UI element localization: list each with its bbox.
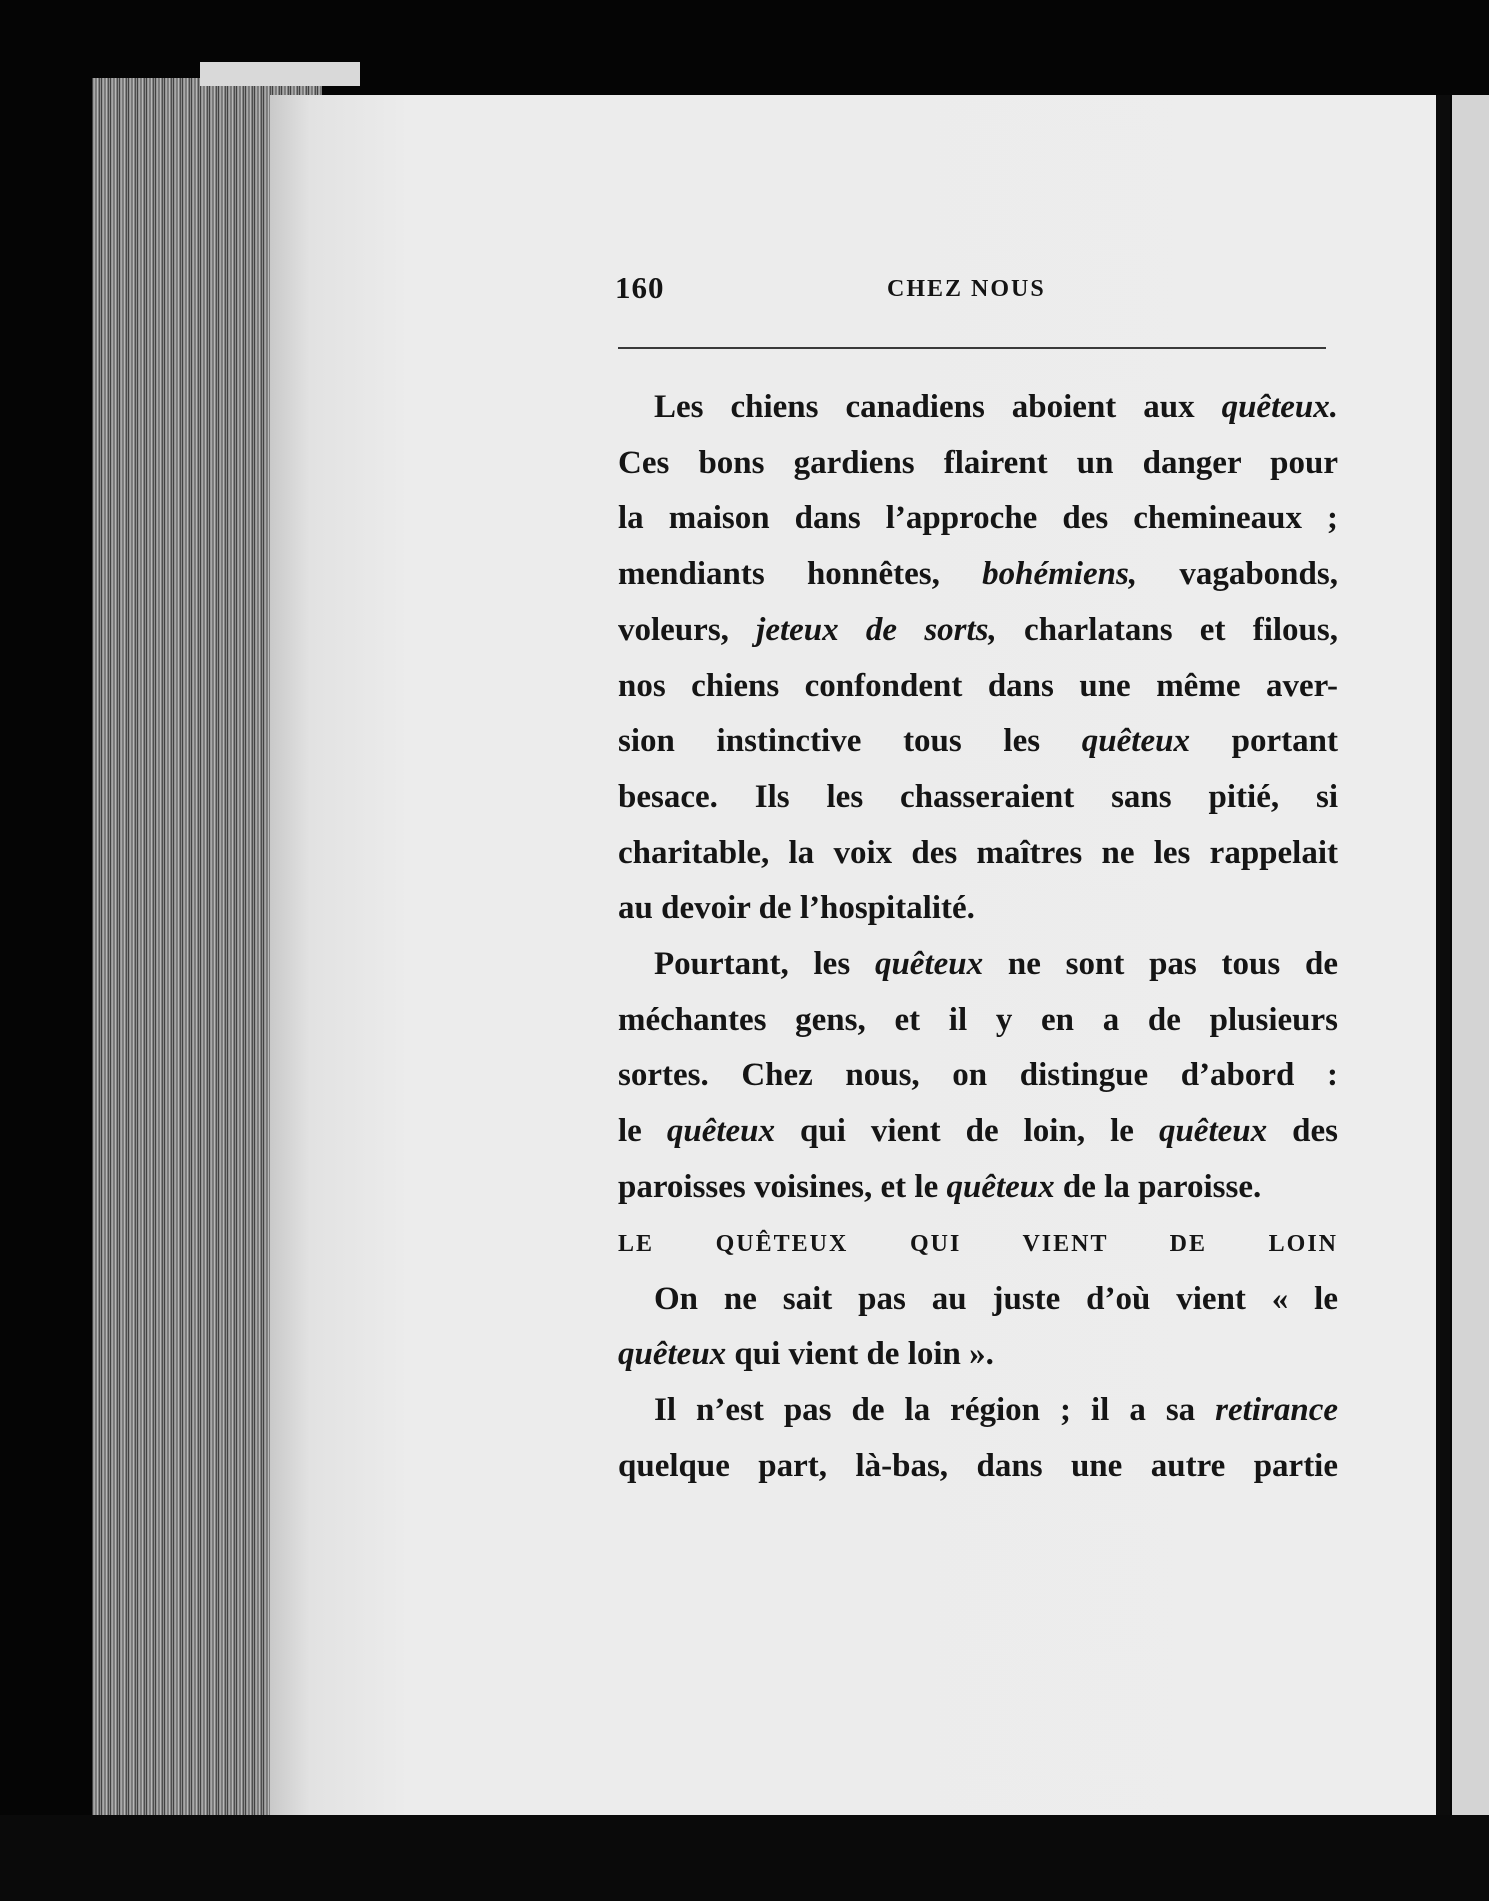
page-number: 160 <box>615 270 665 305</box>
text-run: qui vient de loin, le <box>775 1113 1159 1150</box>
italic-term: jeteux de sorts, <box>756 611 997 648</box>
text-run: charlatans et filous, <box>996 611 1338 648</box>
italic-term: retirance <box>1215 1391 1338 1428</box>
page-edge-tab <box>200 62 360 86</box>
text-run: ne sont pas tous de <box>983 946 1338 983</box>
text-line: On ne sait pas au juste d’où vient « le <box>654 1280 1338 1317</box>
text-run: le <box>618 1113 667 1150</box>
italic-term: quêteux <box>618 1336 727 1373</box>
running-title: CHEZ NOUS <box>887 276 1046 302</box>
italic-term: quêteux <box>946 1168 1055 1205</box>
text-run: des <box>1267 1113 1338 1150</box>
paragraph-2 <box>618 937 1338 1216</box>
italic-term: bohémiens, <box>982 556 1138 593</box>
text-line: la maison dans l’approche des chemineaux ; <box>618 500 1338 537</box>
text-run: Les chiens canadiens aboient aux <box>654 389 1222 425</box>
italic-term: quêteux <box>666 1113 776 1150</box>
scan-bottom-border <box>0 1815 1489 1901</box>
page-body-text <box>618 380 1338 1494</box>
text-run: Il n’est pas de la région ; il a sa <box>654 1391 1216 1428</box>
italic-term: quêteux. <box>1221 389 1338 425</box>
text-line: quelque part, là-bas, dans une autre partie <box>618 1447 1338 1484</box>
text-run: vagabonds, <box>1137 556 1338 593</box>
text-line <box>618 603 1338 659</box>
header-rule <box>618 347 1326 349</box>
text-run: qui vient de loin ». <box>726 1336 994 1373</box>
text-line: Ces bons gardiens flairent un danger pour <box>618 444 1338 481</box>
text-line: au devoir de l’hospitalité. <box>618 890 975 927</box>
text-run: portant <box>1189 723 1338 760</box>
italic-term: quêteux <box>1158 1113 1268 1150</box>
text-run: paroisses voisines, et le <box>618 1168 947 1205</box>
text-line <box>618 380 1338 436</box>
text-run: voleurs, <box>618 611 757 648</box>
text-line <box>618 1327 1338 1383</box>
text-line <box>618 1383 1338 1439</box>
text-run: sion instinctive tous les <box>618 723 1082 760</box>
paragraph-3 <box>618 1272 1338 1383</box>
text-line: nos chiens confondent dans une même aver- <box>618 667 1338 704</box>
text-run: Pourtant, les <box>654 946 875 983</box>
text-line <box>618 714 1338 770</box>
paragraph-4 <box>618 1383 1338 1494</box>
italic-term: quêteux <box>1081 723 1190 760</box>
text-line: sortes. Chez nous, on distingue d’abord : <box>618 1057 1338 1094</box>
text-line: méchantes gens, et il y en a de plusieurs <box>618 1001 1338 1038</box>
gutter-shadow-right <box>1436 95 1450 1815</box>
italic-term: quêteux <box>874 946 984 983</box>
page-header <box>615 270 1325 312</box>
facing-page-edge <box>1452 95 1489 1815</box>
text-line <box>618 547 1338 603</box>
text-run: de la paroisse. <box>1054 1168 1262 1205</box>
text-line <box>618 937 1338 993</box>
text-line: charitable, la voix des maîtres ne les rappelait <box>618 834 1338 871</box>
text-line <box>618 1104 1338 1160</box>
text-run: mendiants honnêtes, <box>618 556 983 593</box>
text-line <box>618 1160 1338 1216</box>
paragraph-1 <box>618 380 1338 937</box>
text-line: besace. Ils les chasseraient sans pitié, si <box>618 778 1338 815</box>
section-heading: LE QUÊTEUX QUI VIENT DE LOIN <box>618 1230 1338 1257</box>
